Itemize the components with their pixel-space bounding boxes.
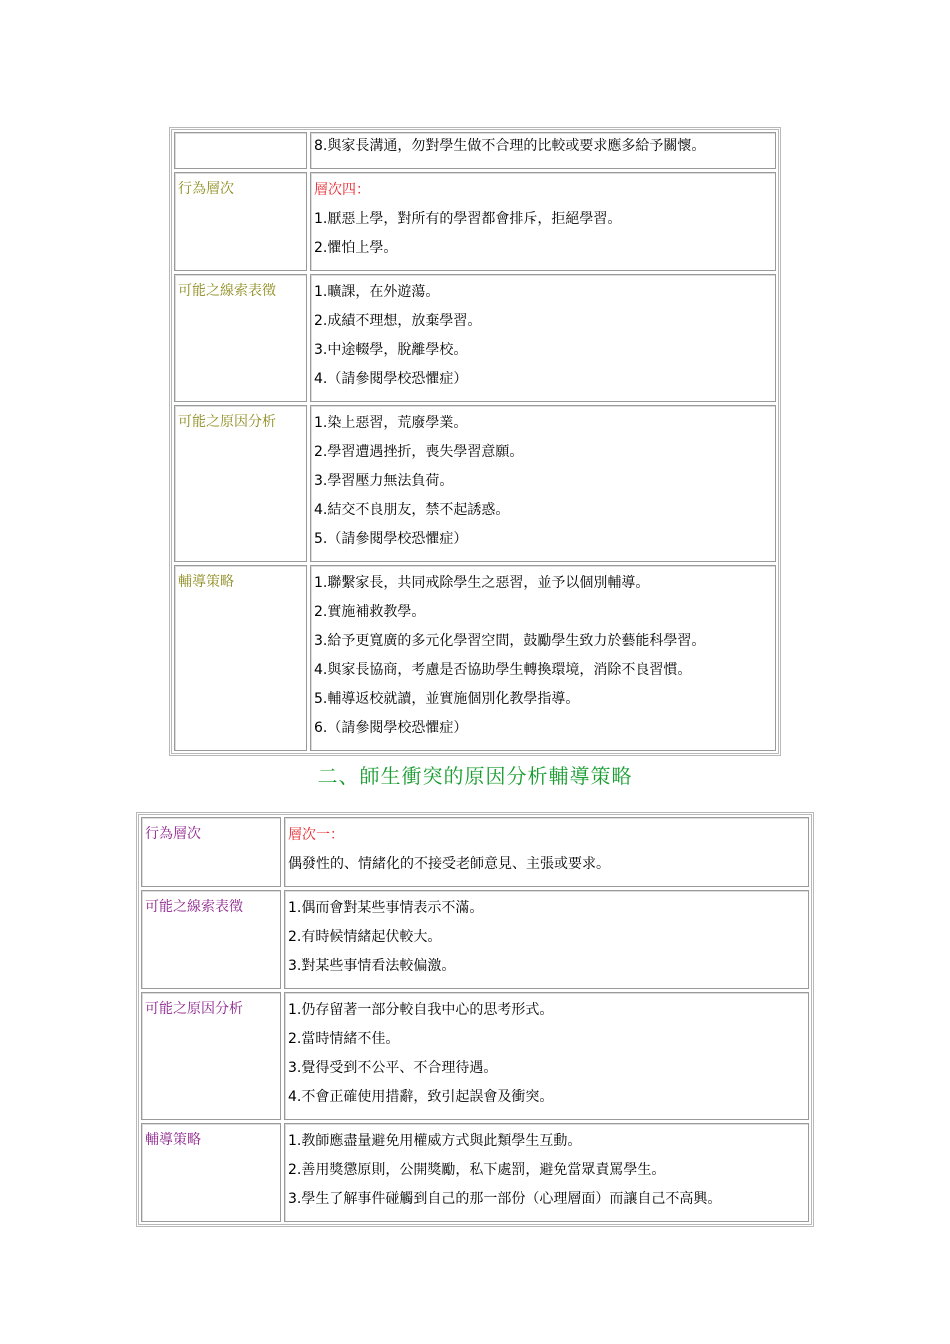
table-row <box>141 890 809 989</box>
list-item: 4.結交不良朋友，禁不起誘惑。 <box>314 502 510 518</box>
table-row <box>174 565 776 751</box>
list-item: 5.輔導返校就讀，並實施個別化教學指導。 <box>314 691 580 707</box>
list-item: 1.染上惡習，荒廢學業。 <box>314 415 468 431</box>
table-row <box>174 172 776 271</box>
row-label: 行為層次 <box>141 817 281 887</box>
list-item: 偶發性的、情緒化的不接受老師意見、主張或要求。 <box>288 856 610 872</box>
list-item: 2.懼怕上學。 <box>314 240 398 256</box>
table-row <box>174 132 776 169</box>
table-row <box>141 992 809 1120</box>
list-item: 6.（請參閱學校恐懼症） <box>314 720 468 736</box>
list-item: 2.當時情緒不佳。 <box>288 1031 400 1047</box>
table-row <box>141 817 809 887</box>
list-item: 2.實施補救教學。 <box>314 604 426 620</box>
list-item: 2.善用獎懲原則，公開獎勵，私下處罰，避免當眾責罵學生。 <box>288 1162 666 1178</box>
list-item: 1.偶而會對某些事情表示不滿。 <box>288 900 484 916</box>
row-label <box>174 132 307 169</box>
row-label: 輔導策略 <box>141 1123 281 1222</box>
list-item: 1.教師應盡量避免用權威方式與此類學生互動。 <box>288 1133 582 1149</box>
row-content <box>284 890 809 989</box>
list-item: 1.曠課，在外遊蕩。 <box>314 284 440 300</box>
row-content <box>310 172 776 271</box>
table-row <box>174 274 776 402</box>
list-item: 3.對某些事情看法較偏激。 <box>288 958 456 974</box>
list-item: 1.仍存留著一部分較自我中心的思考形式。 <box>288 1002 554 1018</box>
list-item: 3.學生了解事件碰觸到自己的那一部份（心理層面）而讓自己不高興。 <box>288 1191 722 1207</box>
list-item: 4.與家長協商，考慮是否協助學生轉換環境，消除不良習慣。 <box>314 662 692 678</box>
row-content <box>310 565 776 751</box>
level-title: 層次一： <box>288 827 344 843</box>
list-item: 3.學習壓力無法負荷。 <box>314 473 454 489</box>
row-label: 可能之原因分析 <box>174 405 307 562</box>
row-label: 可能之線索表徵 <box>141 890 281 989</box>
list-item: 1.厭惡上學，對所有的學習都會排斥，拒絕學習。 <box>314 211 622 227</box>
level-title: 層次四： <box>314 182 370 198</box>
table-row <box>174 405 776 562</box>
list-item: 3.覺得受到不公平、不合理待遇。 <box>288 1060 498 1076</box>
list-item: 3.給予更寬廣的多元化學習空間，鼓勵學生致力於藝能科學習。 <box>314 633 706 649</box>
row-content <box>284 992 809 1120</box>
list-item: 4.不會正確使用措辭，致引起誤會及衝突。 <box>288 1089 554 1105</box>
list-item: 5.（請參閱學校恐懼症） <box>314 531 468 547</box>
row-label: 可能之原因分析 <box>141 992 281 1120</box>
section-heading: 二、師生衝突的原因分析輔導策略 <box>317 764 633 788</box>
list-item: 2.學習遭遇挫折，喪失學習意願。 <box>314 444 524 460</box>
table-2 <box>136 812 814 1227</box>
row-label: 行為層次 <box>174 172 307 271</box>
table-1 <box>169 127 781 756</box>
list-item: 2.有時候情緒起伏較大。 <box>288 929 442 945</box>
list-item: 1.聯繫家長，共同戒除學生之惡習，並予以個別輔導。 <box>314 575 650 591</box>
row-content <box>310 274 776 402</box>
list-item: 2.成績不理想，放棄學習。 <box>314 313 482 329</box>
list-item: 8.與家長溝通，勿對學生做不合理的比較或要求應多給予關懷。 <box>314 138 706 154</box>
row-content <box>310 132 776 169</box>
list-item: 3.中途輟學，脫離學校。 <box>314 342 468 358</box>
row-content <box>310 405 776 562</box>
row-content <box>284 1123 809 1222</box>
row-label: 輔導策略 <box>174 565 307 751</box>
row-content <box>284 817 809 887</box>
list-item: 4.（請參閱學校恐懼症） <box>314 371 468 387</box>
row-label: 可能之線索表徵 <box>174 274 307 402</box>
table-row <box>141 1123 809 1222</box>
